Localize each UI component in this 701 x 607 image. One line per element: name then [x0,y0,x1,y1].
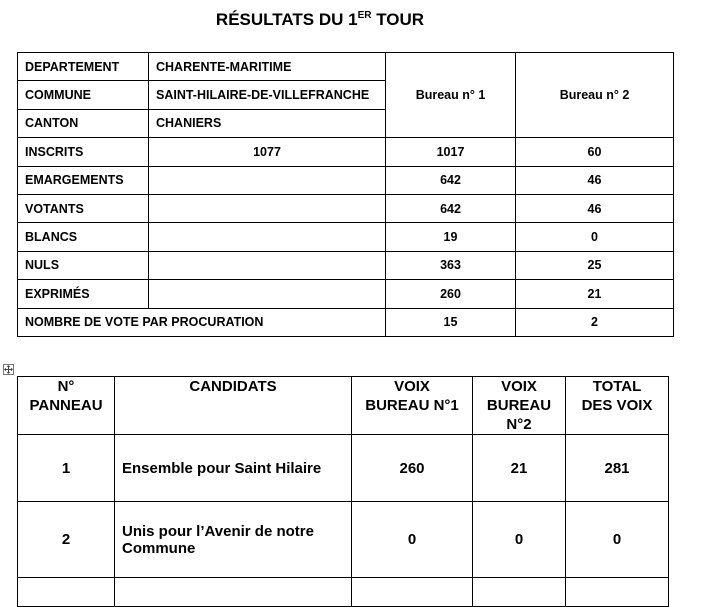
bureau-2-value: 25 [516,251,674,279]
bureau-1-value: 1017 [386,138,516,166]
candidates-table [17,376,669,607]
canton-label: CANTON [18,109,149,137]
total-voix-header: TOTAL DES VOIX [566,377,669,435]
table-row [18,578,669,607]
candidate-name: Unis pour l’Avenir de notre Commune [115,502,352,578]
panneau-header: N° PANNEAU [18,377,115,435]
summary-table [17,52,674,337]
voix-bureau-2-header: VOIX BUREAU N°2 [473,377,566,435]
table-move-handle-icon[interactable] [3,364,14,375]
table-row [18,251,674,279]
table-row [18,223,674,251]
panneau-number: 1 [18,435,115,502]
bureau-1-value: 260 [386,280,516,308]
row-label: EMARGEMENTS [18,166,149,194]
voix-bureau-2: 21 [473,435,566,502]
total-value: 1077 [149,138,386,166]
empty-cell [115,578,352,607]
candidats-header: CANDIDATS [115,377,352,435]
bureau-2-value: 46 [516,194,674,222]
table-row [18,53,674,81]
bureau-1-header: Bureau n° 1 [386,53,516,138]
table-row [18,194,674,222]
bureau-1-value: 363 [386,251,516,279]
bureau-1-value: 15 [386,308,516,336]
row-label: BLANCS [18,223,149,251]
row-label: VOTANTS [18,194,149,222]
bureau-2-value: 21 [516,280,674,308]
total-value [149,166,386,194]
empty-cell [352,578,473,607]
empty-cell [18,578,115,607]
commune-label: COMMUNE [18,81,149,109]
voix-bureau-2: 0 [473,502,566,578]
canton-value: CHANIERS [149,109,386,137]
candidate-name: Ensemble pour Saint Hilaire [115,435,352,502]
bureau-2-value: 60 [516,138,674,166]
bureau-1-value: 642 [386,194,516,222]
bureau-1-value: 19 [386,223,516,251]
voix-bureau-1-header: VOIX BUREAU N°1 [352,377,473,435]
total-value [149,280,386,308]
table-row [18,138,674,166]
total-voix: 0 [566,502,669,578]
table-row [18,502,669,578]
total-voix: 281 [566,435,669,502]
total-value [149,251,386,279]
text-cursor [668,376,669,392]
row-label: NULS [18,251,149,279]
voix-bureau-1: 0 [352,502,473,578]
page-title: RÉSULTATS DU 1ER TOUR [215,10,425,29]
departement-value: CHARENTE-MARITIME [149,53,386,81]
procuration-label: NOMBRE DE VOTE PAR PROCURATION [18,308,386,336]
empty-cell [473,578,566,607]
table-row [18,166,674,194]
total-value [149,223,386,251]
commune-value: SAINT-HILAIRE-DE-VILLEFRANCHE [149,81,386,109]
bureau-1-value: 642 [386,166,516,194]
total-value [149,194,386,222]
table-row [18,280,674,308]
panneau-number: 2 [18,502,115,578]
empty-cell [566,578,669,607]
table-header-row [18,377,669,435]
bureau-2-value: 46 [516,166,674,194]
row-label: EXPRIMÉS [18,280,149,308]
table-row [18,435,669,502]
bureau-2-header: Bureau n° 2 [516,53,674,138]
table-row [18,308,674,336]
bureau-2-value: 0 [516,223,674,251]
row-label: INSCRITS [18,138,149,166]
bureau-2-value: 2 [516,308,674,336]
voix-bureau-1: 260 [352,435,473,502]
departement-label: DEPARTEMENT [18,53,149,81]
